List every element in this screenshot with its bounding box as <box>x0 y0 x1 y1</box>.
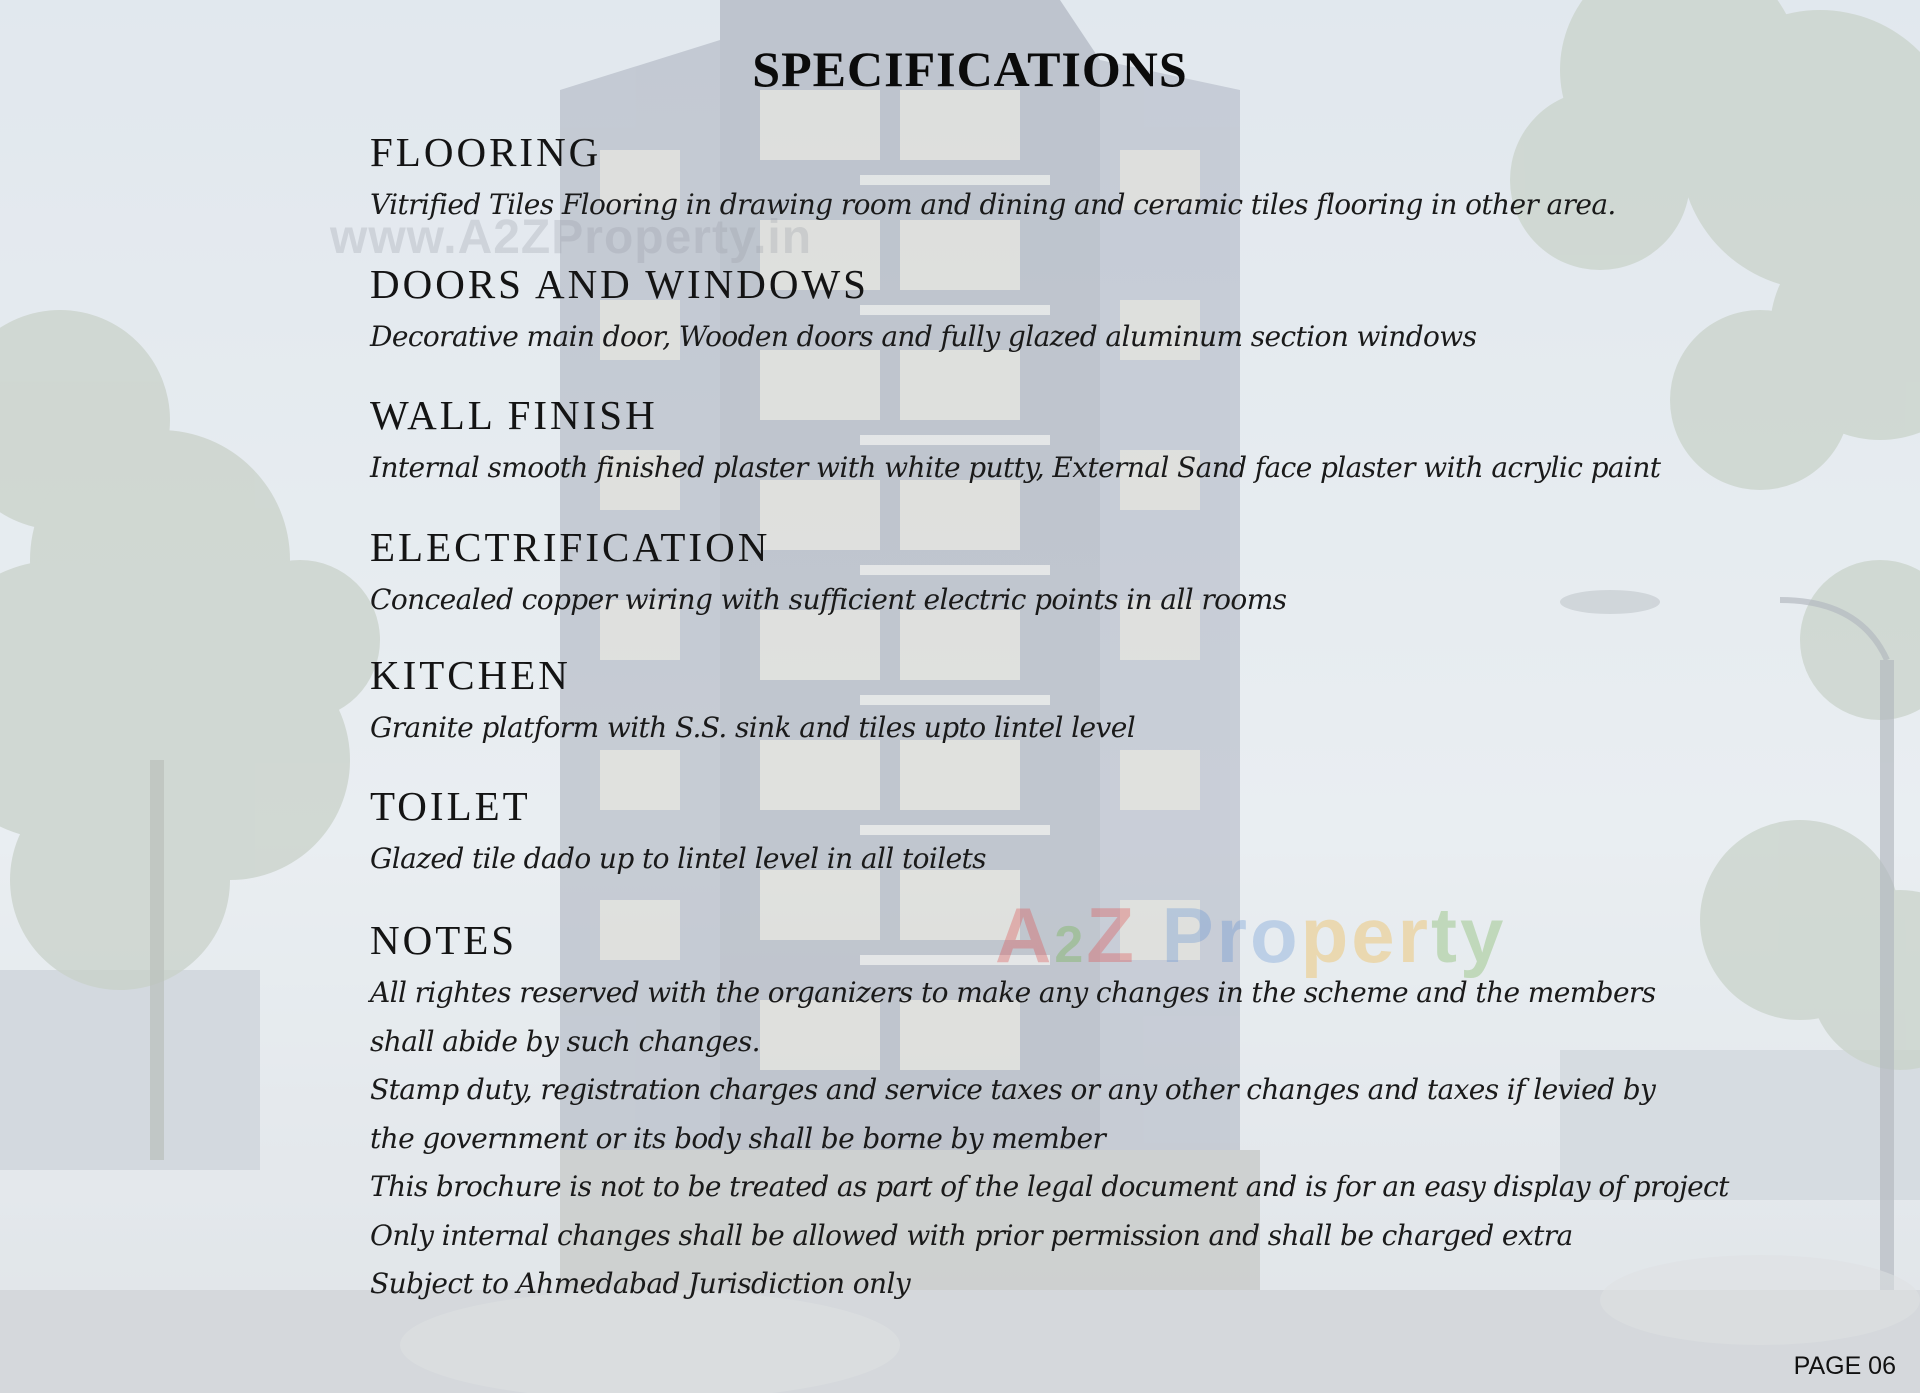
notes-line: Subject to Ahmedabad Jurisdiction only <box>370 1267 911 1301</box>
page-number: PAGE 06 <box>1793 1352 1896 1380</box>
section-flooring <box>370 130 1690 230</box>
section-text-kitchen: Granite platform with S.S. sink and tiles upto lintel level <box>370 711 1136 745</box>
watermark-logo-z: Z <box>1086 891 1137 979</box>
section-text-wall-finish: Internal smooth finished plaster with white putty, External Sand face plaster with acrylic paint <box>370 451 1661 485</box>
watermark-logo-pro: Pro <box>1161 891 1301 979</box>
notes-line: This brochure is not to be treated as part of the legal document and is for an easy display of project <box>370 1170 1729 1204</box>
section-toilet <box>370 784 1690 884</box>
page-title: SPECIFICATIONS <box>752 41 1188 97</box>
section-wall-finish <box>370 393 1690 493</box>
section-text-flooring: Vitrified Tiles Flooring in drawing room and dining and ceramic tiles flooring in other area. <box>370 188 1616 222</box>
section-text-doors-windows: Decorative main door, Wooden doors and fully glazed aluminum section windows <box>370 320 1477 354</box>
notes-line: the government or its body shall be borne by member <box>370 1121 1106 1155</box>
notes-line: Stamp duty, registration charges and service taxes or any other changes and taxes if levied by <box>370 1073 1656 1107</box>
notes-line: shall abide by such changes. <box>370 1024 760 1058</box>
notes-line: All rightes reserved with the organizers to make any changes in the scheme and the members <box>370 976 1656 1010</box>
watermark-logo-ty: ty <box>1431 891 1507 979</box>
section-doors-windows <box>370 262 1690 362</box>
section-text-toilet: Glazed tile dado up to lintel level in all toilets <box>370 842 986 876</box>
section-electrification <box>370 525 1690 625</box>
section-heading-kitchen: KITCHEN <box>370 652 571 698</box>
watermark-logo-2: 2 <box>1054 916 1087 974</box>
section-heading-flooring: FLOORING <box>370 129 602 175</box>
section-heading-toilet: TOILET <box>370 783 531 829</box>
section-kitchen <box>370 653 1690 753</box>
section-heading-notes: NOTES <box>370 917 518 963</box>
watermark-logo-per: per <box>1300 891 1432 979</box>
section-heading-wall-finish: WALL FINISH <box>370 392 658 438</box>
watermark-url: www.A2ZProperty.in <box>330 211 813 264</box>
watermark-logo-a: A <box>995 891 1055 979</box>
section-heading-electrification: ELECTRIFICATION <box>370 524 771 570</box>
section-notes <box>370 917 1729 1309</box>
section-text-electrification: Concealed copper wiring with sufficient electric points in all rooms <box>370 583 1287 617</box>
section-heading-doors-windows: DOORS AND WINDOWS <box>370 261 869 307</box>
notes-line: Only internal changes shall be allowed with prior permission and shall be charged extra <box>370 1218 1573 1252</box>
